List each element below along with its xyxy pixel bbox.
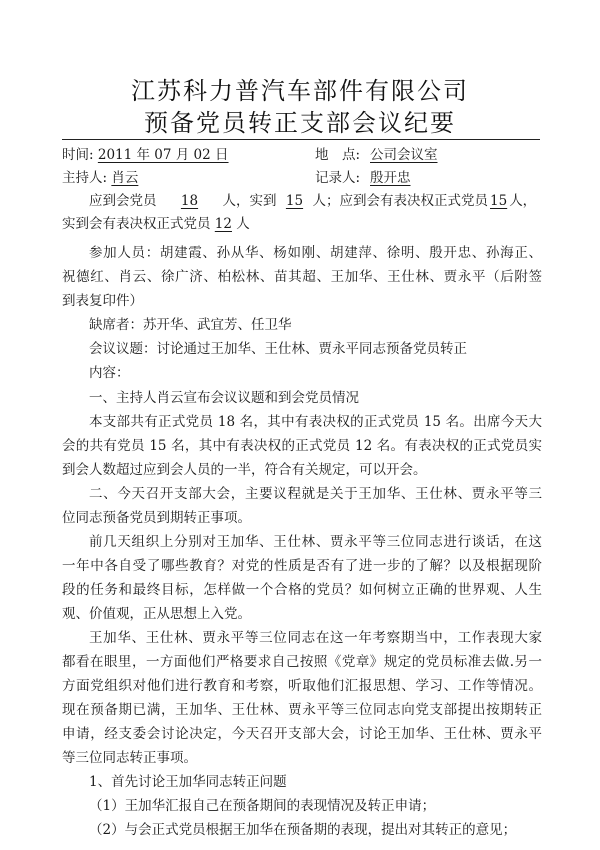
host-value: 肖云 bbox=[111, 170, 139, 186]
title-divider bbox=[62, 139, 540, 140]
recorder-value: 殷开忠 bbox=[370, 170, 411, 186]
body-line: 会的共有党员 15 名，其中有表决权的正式党员 12 名。有表决权的正式党员实 bbox=[62, 438, 542, 454]
body-line: 段的任务和最终目标，怎样做一个合格的党员？如何树立正确的世界观、人生 bbox=[62, 582, 542, 598]
subsection-heading: 1、首先讨论王加华同志转正问题 bbox=[89, 774, 287, 790]
attendance-text: 人， bbox=[509, 193, 537, 209]
participants-line: 参加人员：胡建霞、孙从华、杨如刚、胡建萍、徐明、殷开忠、孙海正、 bbox=[89, 245, 542, 261]
list-item: （2）与会正式党员根据王加华在预备期的表现，提出对其转正的意见； bbox=[89, 822, 517, 838]
attendance-text: 人，实到 bbox=[222, 193, 277, 209]
body-line: 观、价值观，正从思想上入党。 bbox=[62, 606, 251, 622]
participants-line: 到表复印件） bbox=[62, 293, 143, 309]
document-title: 预备党员转正支部会议纪要 bbox=[144, 109, 456, 137]
attendance-text: 人；应到会有表决权正式党员 bbox=[312, 193, 488, 209]
attendance-line-1 bbox=[62, 189, 542, 213]
agenda-line: 会议议题：讨论通过王加华、王仕林、贾永平同志预备党员转正 bbox=[89, 341, 467, 357]
body-line: 位同志预备党员到期转正事项。 bbox=[62, 510, 251, 526]
company-title: 江苏科力普汽车部件有限公司 bbox=[131, 77, 469, 105]
meta-row-time bbox=[62, 143, 542, 167]
body-line: 方面党组织对他们进行教育和考察，听取他们汇报思想、学习、工作等情况。 bbox=[62, 678, 542, 694]
time-label: 时间: bbox=[62, 147, 94, 163]
attendance-text: 实到会有表决权正式党员 bbox=[62, 216, 211, 232]
body-line: 二、今天召开支部大会，主要议程就是关于王加华、王仕林、贾永平等三 bbox=[89, 486, 542, 502]
place-value: 公司会议室 bbox=[370, 147, 438, 163]
recorder-label: 记录人: bbox=[315, 170, 361, 186]
meta-row-host bbox=[62, 166, 542, 190]
attendance-line-2 bbox=[62, 212, 542, 236]
body-line: 前几天组织上分别对王加华、王仕林、贾永平等三位同志进行谈话，在这 bbox=[89, 534, 542, 550]
absent-line: 缺席者：苏开华、武宜芳、任卫华 bbox=[89, 317, 292, 333]
voting-due-count: 15 bbox=[490, 193, 508, 209]
time-value: 2011 年 07 月 02 日 bbox=[97, 147, 229, 163]
body-line: 现在预备期已满，王加华、王仕林、贾永平等三位同志向党支部提出按期转正 bbox=[62, 702, 542, 718]
body-line: 到会人数超过应到会人员的一半，符合有关规定，可以开会。 bbox=[62, 462, 427, 478]
body-line: 一年中各自受了哪些教育？对党的性质是否有了进一步的了解？以及根据现阶 bbox=[62, 558, 542, 574]
attendance-text: 应到会党员 bbox=[89, 193, 157, 209]
due-count: 18 bbox=[180, 193, 199, 209]
host-label: 主持人: bbox=[62, 170, 108, 186]
section-heading: 一、主持人肖云宣布会议议题和到会党员情况 bbox=[89, 390, 359, 406]
body-line: 本支部共有正式党员 18 名，其中有表决权的正式党员 15 名。出席今天大 bbox=[89, 414, 542, 430]
body-line: 都看在眼里，一方面他们严格要求自己按照《党章》规定的党员标准去做.另一 bbox=[62, 654, 542, 670]
content-heading: 内容： bbox=[89, 365, 130, 381]
actual-count: 15 bbox=[285, 193, 304, 209]
place-label: 地 点: bbox=[315, 147, 361, 163]
list-item: （1）王加华汇报自己在预备期间的表现情况及转正申请； bbox=[89, 798, 436, 814]
body-line: 王加华、王仕林、贾永平等三位同志在这一年考察期当中，工作表现大家 bbox=[89, 630, 542, 646]
body-line: 申请，经支委会讨论决定，今天召开支部大会，讨论王加华、王仕林、贾永平 bbox=[62, 726, 542, 742]
voting-actual-count: 12 bbox=[214, 216, 232, 232]
participants-line: 祝德红、肖云、徐广济、柏松林、苗其超、王加华、王仕林、贾永平（后附签 bbox=[62, 269, 542, 285]
attendance-text: 人 bbox=[236, 216, 250, 232]
body-line: 等三位同志转正事项。 bbox=[62, 750, 197, 766]
